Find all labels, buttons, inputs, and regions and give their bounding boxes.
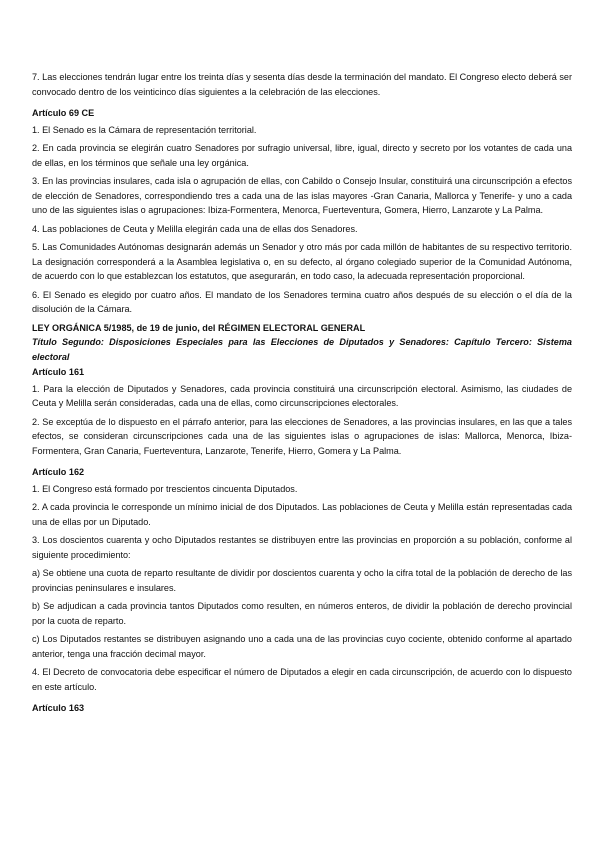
law-title-line [32,321,572,336]
heading-article-162: Artículo 162 [32,467,85,477]
heading-article-69: Artículo 69 CE [32,108,95,118]
law-title: RÉGIMEN ELECTORAL GENERAL [217,322,366,333]
document-page [32,70,572,718]
art69-paragraph-1: 1. El Senado es la Cámara de representación territorial. [32,124,257,135]
art162-paragraph-b: b) Se adjudican a cada provincia tantos Diputados como resulten, en números enteros, de dividir la población de derecho provincial por la cuota de reparto. [32,601,572,626]
art69-paragraph-5: 5. Las Comunidades Autónomas designarán además un Senador y otro más por cada millón de habitantes de su respectivo territorio. La designación corresponderá a la Asamblea legislativa o, en su defecto, al órgano colegiado superior de la Comunidad Autónoma, de acuerdo con lo que establezcan los estatutos, que asegurarán, en todo caso, la adecuada representación proporcional. [32,242,572,281]
art69-paragraph-2: 2. En cada provincia se elegirán cuatro Senadores por sufragio universal, libre, igual, directo y secreto por los votantes de cada una de ellas, en los términos que señale una ley orgánica. [32,143,572,168]
heading-article-163: Artículo 163 [32,703,85,713]
art162-paragraph-4: 4. El Decreto de convocatoria debe especificar el número de Diputados a elegir en cada circunscripción, de acuerdo con lo dispuesto en este artículo. [32,667,572,692]
art69-paragraph-6: 6. El Senado es elegido por cuatro años. El mandato de los Senadores termina cuatro años después de su elección o el día de la disolución de la Cámara. [32,289,572,314]
art69-paragraph-3: 3. En las provincias insulares, cada isla o agrupación de ellas, con Cabildo o Consejo Insular, constituirá una circunscripción a efectos de elección de Senadores, correspondiendo tres a cada una de las islas mayores -Gran Canaria, Mallorca y Tenerife- y uno a cada uno de las siguientes islas o agrupaciones: Ibiza-Formentera, Menorca, Fuerteventura, Gomera, Hierro, Lanzarote y La Palma. [32,176,572,215]
law-subtitle: Título Segundo: Disposiciones Especiales para las Elecciones de Diputados y Senadores: Capítulo Tercero: Sistema electoral [32,337,572,362]
paragraph-intro-7: 7. Las elecciones tendrán lugar entre los treinta días y sesenta días desde la terminación del mandato. El Congreso electo deberá ser convocado dentro de los veinticinco días siguientes a la celebración de las elecciones. [32,72,572,97]
heading-article-161: Artículo 161 [32,367,85,377]
art162-paragraph-c: c) Los Diputados restantes se distribuyen asignando uno a cada una de las provincias cuyo cociente, obtenido conforme al apartado anterior, tenga una fracción decimal mayor. [32,634,572,659]
art161-paragraph-1: 1. Para la elección de Diputados y Senadores, cada provincia constituirá una circunscripción electoral. Asimismo, las ciudades de Ceuta y Melilla serán consideradas, cada una de ellas, como circunscripciones electorales. [32,383,572,408]
art162-paragraph-2: 2. A cada provincia le corresponde un mínimo inicial de dos Diputados. Las poblaciones de Ceuta y Melilla están representadas cada una de ellas por un Diputado. [32,502,572,527]
art69-paragraph-4: 4. Las poblaciones de Ceuta y Melilla elegirán cada una de ellas dos Senadores. [32,223,358,234]
art161-paragraph-2: 2. Se exceptúa de lo dispuesto en el párrafo anterior, para las elecciones de Senadores, a las provincias insulares, en las que a tales efectos, se consideran circunscripciones cada una de las siguientes islas o agrupaciones de islas: Mallorca, Menorca, Ibiza-Formentera, Gran Canaria, Fuerteventura, Lanzarote, Tenerife, Hierro, Gomera y La Palma. [32,416,572,456]
art162-paragraph-a: a) Se obtiene una cuota de reparto resultante de dividir por doscientos cuarenta y ocho la cifra total de la población de derecho de las provincias peninsulares e insulares. [32,568,572,593]
art162-paragraph-1: 1. El Congreso está formado por trescientos cincuenta Diputados. [32,483,298,494]
law-prefix: LEY ORGÁNICA 5/1985, de 19 de junio, del [32,322,218,333]
art162-paragraph-3: 3. Los doscientos cuarenta y ocho Diputados restantes se distribuyen entre las provincias en proporción a su población, conforme al siguiente procedimiento: [32,535,572,560]
